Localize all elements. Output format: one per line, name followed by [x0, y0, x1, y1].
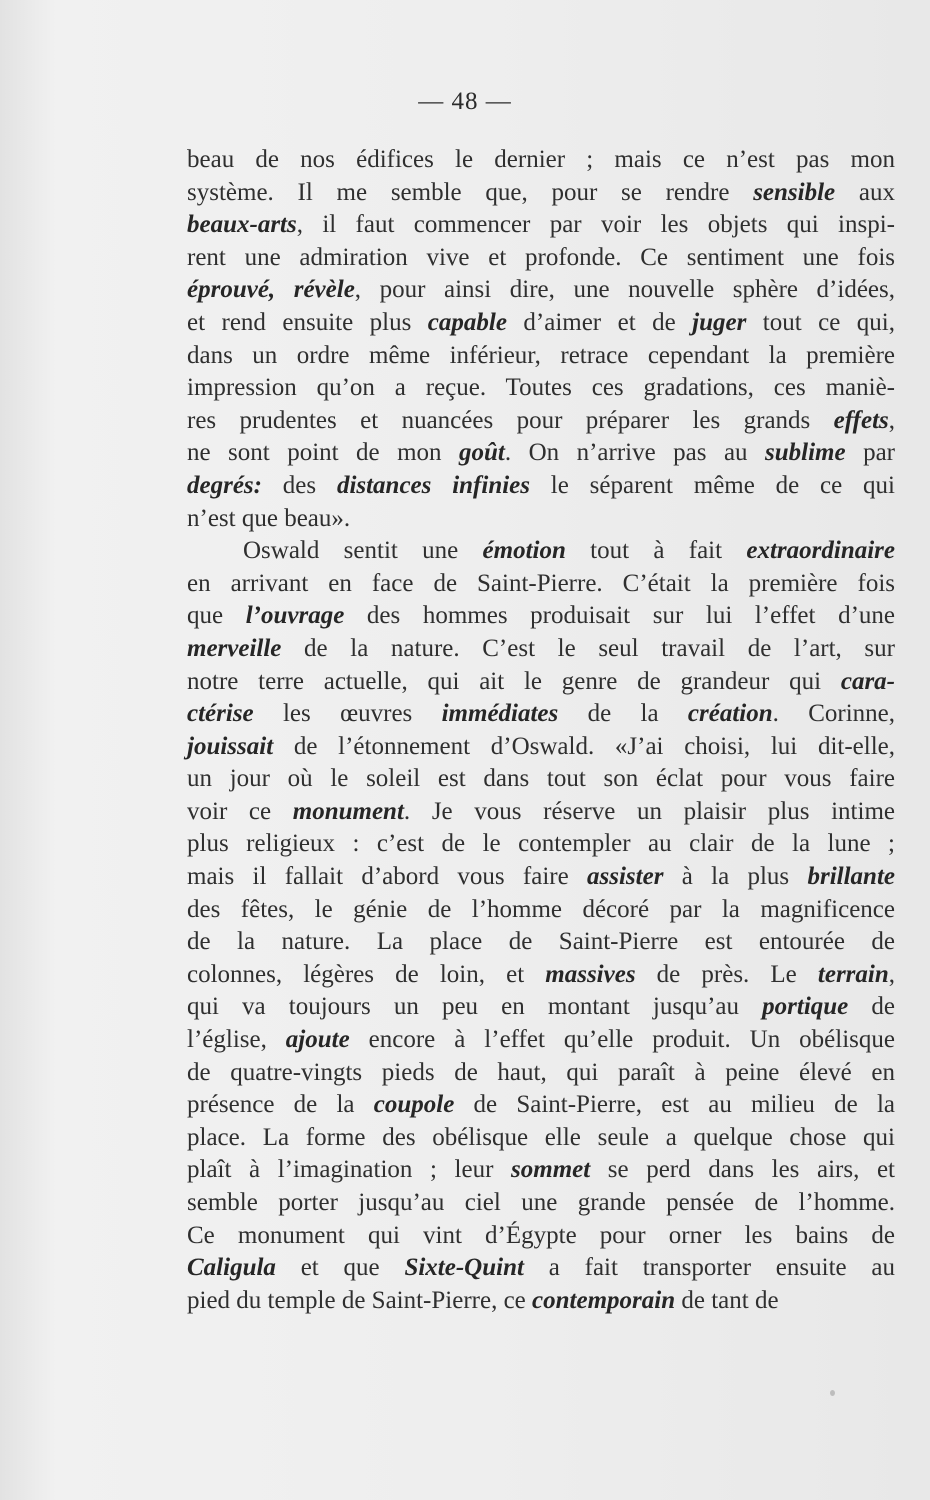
text-line	[187, 177, 895, 210]
text-segment: de quatre-vingts pieds de haut, qui paraît à peine élevé en	[187, 1058, 895, 1086]
italic-term: terrain	[817, 960, 889, 988]
text-line	[187, 307, 895, 340]
text-segment: plus religieux : c’est de le contempler au clair de la lune ;	[187, 830, 895, 858]
text-line	[187, 405, 895, 438]
text-line	[187, 242, 895, 275]
text-line	[187, 144, 895, 177]
text-segment: rent une admiration vive et profonde. Ce sentiment une fois	[187, 243, 895, 271]
text-segment: de	[848, 993, 895, 1021]
text-segment: en arrivant en face de Saint-Pierre. C’était la première fois	[187, 569, 895, 597]
italic-term: beaux-arts	[187, 211, 297, 239]
text-line	[187, 633, 895, 666]
italic-term: éprouvé, révèle	[187, 276, 355, 304]
text-segment: des hommes produisait sur lui l’effet d’une	[344, 602, 895, 630]
text-line	[187, 991, 895, 1024]
text-line	[187, 666, 895, 699]
text-segment: . Je vous réserve un plaisir plus intime	[403, 797, 895, 825]
text-segment: place. La forme des obélisque elle seule a quelque chose qui	[187, 1123, 895, 1151]
text-segment: de Saint-Pierre, est au milieu de la	[454, 1091, 896, 1119]
text-segment: se perd dans les airs, et	[590, 1156, 895, 1184]
text-line	[187, 1187, 895, 1220]
text-segment: de tant de	[675, 1286, 779, 1314]
text-line	[187, 1154, 895, 1187]
text-line	[187, 926, 895, 959]
italic-term: degrés:	[187, 471, 262, 499]
text-segment: n’est que beau».	[187, 504, 351, 532]
italic-term: monument	[292, 797, 404, 825]
italic-term: contemporain	[532, 1286, 676, 1314]
text-segment: des	[261, 471, 337, 499]
text-segment: un jour où le soleil est dans tout son éclat pour vous faire	[187, 765, 895, 793]
text-line	[187, 1122, 895, 1155]
text-segment: de près. Le	[635, 960, 818, 988]
text-line	[187, 1220, 895, 1253]
text-segment: encore à l’effet qu’elle produit. Un obélisque	[349, 1026, 895, 1054]
text-segment: de l’étonnement d’Oswald. «J’ai choisi, lui dit-elle,	[273, 732, 895, 760]
text-segment: d’aimer et de	[506, 308, 693, 336]
text-segment: voir ce	[187, 797, 293, 825]
text-line	[187, 437, 895, 470]
italic-term: capable	[427, 308, 507, 336]
text-segment: de la nature. C’est le seul travail de l’art, sur	[281, 634, 895, 662]
text-line	[187, 503, 895, 536]
italic-term: sensible	[753, 178, 836, 206]
text-line	[187, 763, 895, 796]
italic-term: distances infinies	[336, 471, 530, 499]
text-segment: semble porter jusqu’au ciel une grande pensée de l’homme.	[187, 1189, 895, 1216]
text-segment: plaît à l’imagination ; leur	[187, 1156, 512, 1184]
text-line	[187, 274, 895, 307]
text-line	[187, 828, 895, 861]
text-line	[187, 209, 895, 242]
text-segment: a fait transporter ensuite au	[523, 1254, 896, 1282]
text-segment: colonnes, légères de loin, et	[187, 960, 546, 988]
italic-term: Caligula	[187, 1254, 276, 1282]
text-segment: , pour ainsi dire, une nouvelle sphère d’idées,	[354, 276, 895, 304]
text-segment: . On n’arrive pas au	[504, 439, 766, 467]
italic-term: sublime	[765, 439, 846, 467]
italic-term: sommet	[511, 1156, 591, 1184]
text-line	[187, 340, 895, 373]
italic-term: portique	[762, 993, 849, 1021]
italic-term: création	[687, 700, 773, 728]
text-segment: ne sont point de mon	[187, 439, 460, 467]
text-segment: par	[845, 439, 895, 467]
text-line	[187, 1057, 895, 1090]
text-segment: de la	[558, 700, 688, 728]
text-segment: beau de nos édifices le dernier ; mais ce n’est pas mon	[187, 146, 895, 173]
text-segment: les œuvres	[253, 700, 442, 728]
italic-term: coupole	[373, 1091, 455, 1119]
text-segment: tout ce qui,	[746, 308, 896, 336]
text-segment: présence de la	[187, 1091, 374, 1119]
italic-term: merveille	[187, 634, 282, 662]
text-segment: Ce monument qui vint d’Égypte pour orner les bains de	[187, 1221, 895, 1249]
italic-term: brillante	[807, 863, 895, 891]
text-line	[187, 731, 895, 764]
text-segment: aux	[835, 178, 895, 206]
italic-term: juger	[692, 308, 747, 336]
text-segment: res prudentes et nuancées pour préparer les grands	[187, 406, 834, 434]
italic-term: jouissait	[187, 732, 274, 760]
text-segment: système. Il me semble que, pour se rendre	[187, 178, 754, 206]
text-segment: impression qu’on a reçue. Toutes ces gradations, ces maniè-	[187, 374, 895, 402]
text-segment: le séparent même de ce qui	[530, 471, 896, 499]
text-segment: l’église,	[187, 1026, 286, 1054]
text-segment: de la nature. La place de Saint-Pierre est entourée de	[187, 928, 895, 956]
text-segment: à la plus	[663, 863, 808, 891]
italic-term: extraordinaire	[746, 537, 895, 565]
italic-term: massives	[545, 960, 636, 988]
text-line	[187, 372, 895, 405]
italic-term: goût	[459, 439, 505, 467]
text-line	[187, 894, 895, 927]
text-line	[187, 1089, 895, 1122]
text-line	[187, 698, 895, 731]
text-segment: que	[187, 602, 246, 630]
text-line	[187, 568, 895, 601]
text-line	[187, 861, 895, 894]
italic-term: émotion	[482, 537, 566, 565]
text-line	[187, 535, 895, 568]
text-line	[187, 470, 895, 503]
text-segment: mais il fallait d’abord vous faire	[187, 863, 588, 891]
ink-speck	[830, 1390, 835, 1396]
text-segment: et que	[275, 1254, 405, 1282]
text-segment: notre terre actuelle, qui ait le genre de grandeur qui	[187, 667, 841, 695]
text-segment: tout à fait	[565, 537, 747, 565]
text-segment: dans un ordre même inférieur, retrace cependant la première	[187, 341, 895, 369]
text-line	[187, 1285, 895, 1318]
page-number: — 48 —	[418, 88, 512, 115]
text-segment: ,	[888, 960, 896, 988]
body-text	[187, 144, 895, 1317]
italic-term: assister	[587, 863, 664, 891]
text-segment: Oswald sentit une	[243, 537, 483, 565]
text-segment: des fêtes, le génie de l’homme décoré par la magnificence	[187, 895, 895, 923]
italic-term: ajoute	[285, 1026, 350, 1054]
text-segment: ,	[888, 406, 895, 434]
text-line	[187, 600, 895, 633]
text-segment: . Corinne,	[772, 700, 895, 728]
text-segment: qui va toujours un peu en montant jusqu’au	[187, 993, 763, 1021]
text-line	[187, 1252, 895, 1285]
italic-term: effets	[833, 406, 889, 434]
italic-term: ctérise	[187, 700, 254, 728]
text-segment: , il faut commencer par voir les objets qui inspi-	[296, 211, 895, 239]
text-line	[187, 796, 895, 829]
text-line	[187, 959, 895, 992]
italic-term: Sixte-Quint	[404, 1254, 524, 1282]
italic-term: immédiates	[441, 700, 559, 728]
italic-term: l’ouvrage	[245, 602, 345, 630]
text-segment: pied du temple de Saint-Pierre, ce	[187, 1286, 533, 1314]
text-line	[187, 1024, 895, 1057]
text-segment: et rend ensuite plus	[187, 308, 428, 336]
italic-term: cara-	[840, 667, 895, 695]
